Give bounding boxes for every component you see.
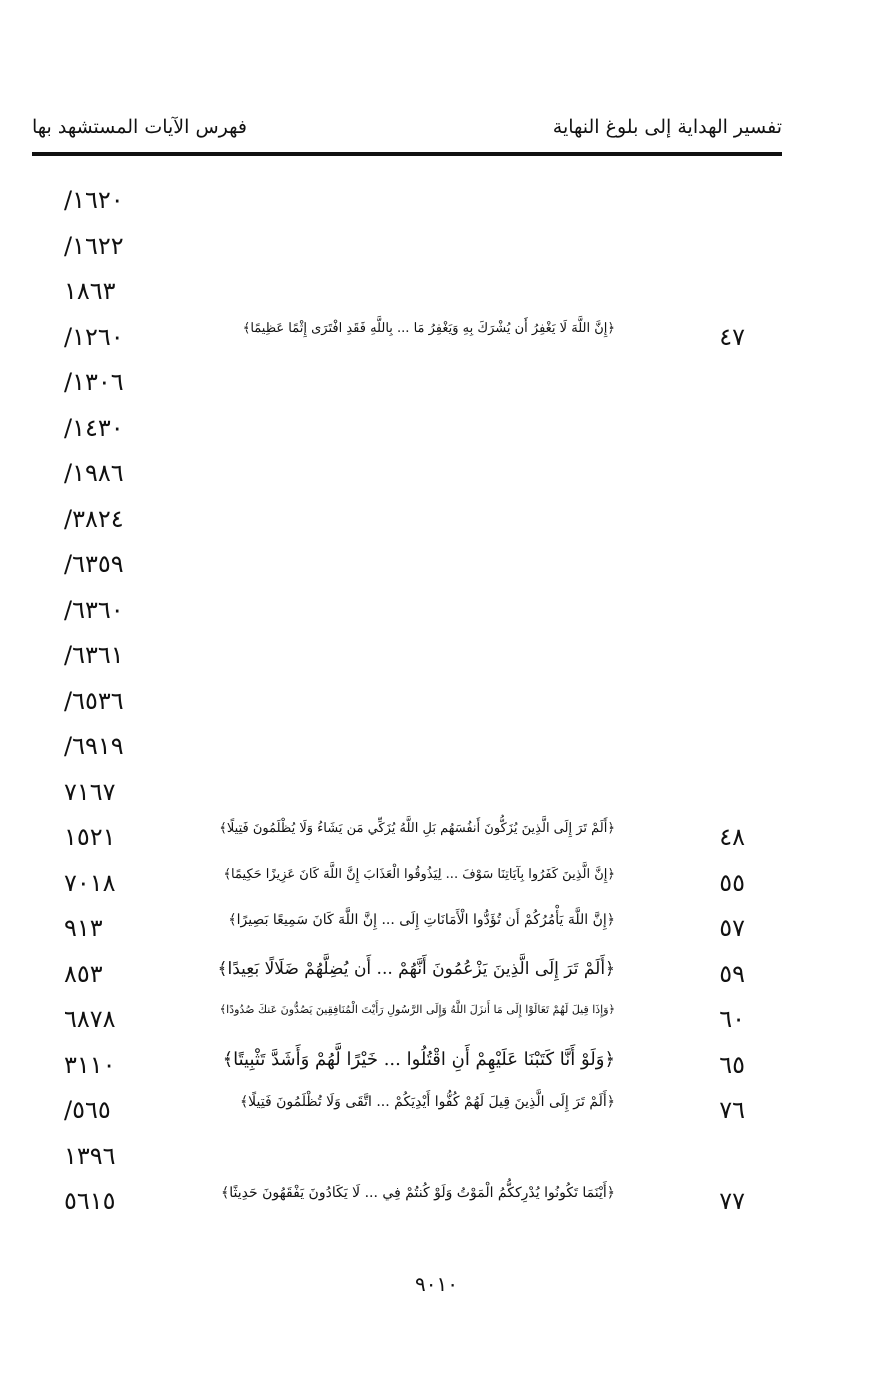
ayah-number: ٥٥	[719, 868, 745, 897]
index-row	[0, 774, 873, 820]
page-number: ٩٠١٠	[415, 1272, 458, 1296]
index-row	[0, 1047, 873, 1093]
verse-text: ﴿أَيْنَمَا تَكُونُوا يُدْرِككُّمُ الْمَوْتُ وَلَوْ كُنتُمْ فِي ... لَا يَكَادُونَ يَفْقَهُونَ حَدِيثًا﴾	[221, 1185, 615, 1201]
index-row	[0, 819, 873, 865]
index-row	[0, 501, 873, 547]
index-row	[0, 728, 873, 774]
reference-number: /٦٥٣٦	[64, 686, 124, 715]
header-rule	[32, 152, 782, 156]
ayah-number: ٧٦	[719, 1096, 745, 1124]
index-row	[0, 410, 873, 456]
reference-number: /٦٩١٩	[64, 732, 124, 760]
verse-text: ﴿وَلَوْ أَنَّا كَتَبْنَا عَلَيْهِمْ أَنِ اقْتُلُوا ... خَيْرًا لَّهُمْ وَأَشَدَّ تَثْبِيتًا﴾	[222, 1048, 615, 1070]
verse-text: ﴿إِنَّ اللَّهَ لَا يَغْفِرُ أَن يُشْرَكَ بِهِ وَيَغْفِرُ مَا ... بِاللَّهِ فَقَدِ افْتَرَى إِثْمًا عَظِيمًا﴾	[242, 320, 615, 336]
verse-text: ﴿أَلَمْ تَرَ إِلَى الَّذِينَ قِيلَ لَهُمْ كُفُّوا أَيْدِيَكُمْ ... اتَّقَى وَلَا تُظْلَمُونَ فَتِيلًا﴾	[239, 1094, 615, 1110]
index-row	[0, 1138, 873, 1184]
reference-number: /٥٦٥	[64, 1096, 111, 1124]
index-row	[0, 592, 873, 638]
reference-number: /٦٣٦١	[64, 641, 124, 669]
reference-number: ٧١٦٧	[64, 777, 116, 806]
reference-number: /١٦٢٠	[64, 186, 124, 214]
verse-text: ﴿أَلَمْ تَرَ إِلَى الَّذِينَ يُزَكُّونَ أَنفُسَهُم بَلِ اللَّهُ يُزَكِّي مَن يَشَاءُ وَلَا يُظْلَمُونَ فَتِيلًا﴾	[219, 821, 615, 836]
reference-number: /١٢٦٠	[64, 322, 124, 351]
verse-text: ﴿أَلَمْ تَرَ إِلَى الَّذِينَ يَزْعُمُونَ أَنَّهُمْ ... أَن يُضِلَّهُمْ ضَلَالًا بَعِيدًا﴾	[217, 958, 615, 979]
ayah-number: ٦٥	[719, 1050, 745, 1079]
index-row	[0, 865, 873, 911]
index-row	[0, 364, 873, 410]
reference-number: /٣٨٢٤	[64, 504, 124, 533]
reference-number: ٧٠١٨	[64, 868, 116, 897]
ayah-number: ٧٧	[719, 1187, 745, 1215]
verse-index-table	[0, 182, 873, 1229]
reference-number: ٣١١٠	[64, 1050, 116, 1079]
verse-text: ﴿إِنَّ اللَّهَ يَأْمُرُكُمْ أَن تُؤَدُّوا الْأَمَانَاتِ إِلَى ... إِنَّ اللَّهَ كَانَ سَمِيعًا بَصِيرًا﴾	[228, 912, 615, 928]
reference-number: /١٤٣٠	[64, 413, 124, 442]
reference-number: ١٣٩٦	[64, 1141, 116, 1170]
index-row	[0, 637, 873, 683]
verse-text: ﴿وَإِذَا قِيلَ لَهُمْ تَعَالَوْا إِلَى مَا أَنزَلَ اللَّهُ وَإِلَى الرَّسُولِ رَأَيْتَ الْمُنَافِقِينَ يَصُدُّونَ عَنكَ صُدُودًا﴾	[219, 1003, 615, 1016]
verse-text: ﴿إِنَّ الَّذِينَ كَفَرُوا بِآيَاتِنَا سَوْفَ ... لِيَذُوقُوا الْعَذَابَ إِنَّ اللَّهَ كَانَ عَزِيزًا حَكِيمًا﴾	[223, 866, 615, 882]
reference-number: ١٥٢١	[64, 823, 116, 851]
reference-number: /٦٣٦٠	[64, 595, 124, 624]
index-row	[0, 1183, 873, 1229]
index-row	[0, 273, 873, 319]
ayah-number: ٥٩	[719, 959, 745, 988]
reference-number: /٦٣٥٩	[64, 550, 124, 578]
reference-number: ٦٨٧٨	[64, 1005, 116, 1033]
reference-number: /١٦٢٢	[64, 231, 124, 260]
index-row	[0, 1001, 873, 1047]
reference-number: ١٨٦٣	[64, 277, 116, 305]
index-row	[0, 182, 873, 228]
index-row	[0, 910, 873, 956]
index-row	[0, 956, 873, 1002]
reference-number: /١٣٠٦	[64, 368, 124, 396]
section-title: فهرس الآيات المستشهد بها	[32, 116, 247, 138]
ayah-number: ٦٠	[719, 1005, 745, 1033]
index-row	[0, 228, 873, 274]
running-header	[32, 112, 782, 152]
reference-number: ٩١٣	[64, 914, 103, 942]
reference-number: ٥٦١٥	[64, 1187, 116, 1215]
index-row	[0, 1092, 873, 1138]
index-row	[0, 319, 873, 365]
ayah-number: ٤٧	[719, 322, 745, 351]
index-row	[0, 683, 873, 729]
ayah-number: ٤٨	[719, 823, 745, 851]
index-row	[0, 455, 873, 501]
book-title: تفسير الهداية إلى بلوغ النهاية	[552, 116, 782, 138]
ayah-number: ٥٧	[719, 914, 745, 942]
reference-number: ٨٥٣	[64, 959, 103, 988]
reference-number: /١٩٨٦	[64, 459, 124, 487]
index-row	[0, 546, 873, 592]
